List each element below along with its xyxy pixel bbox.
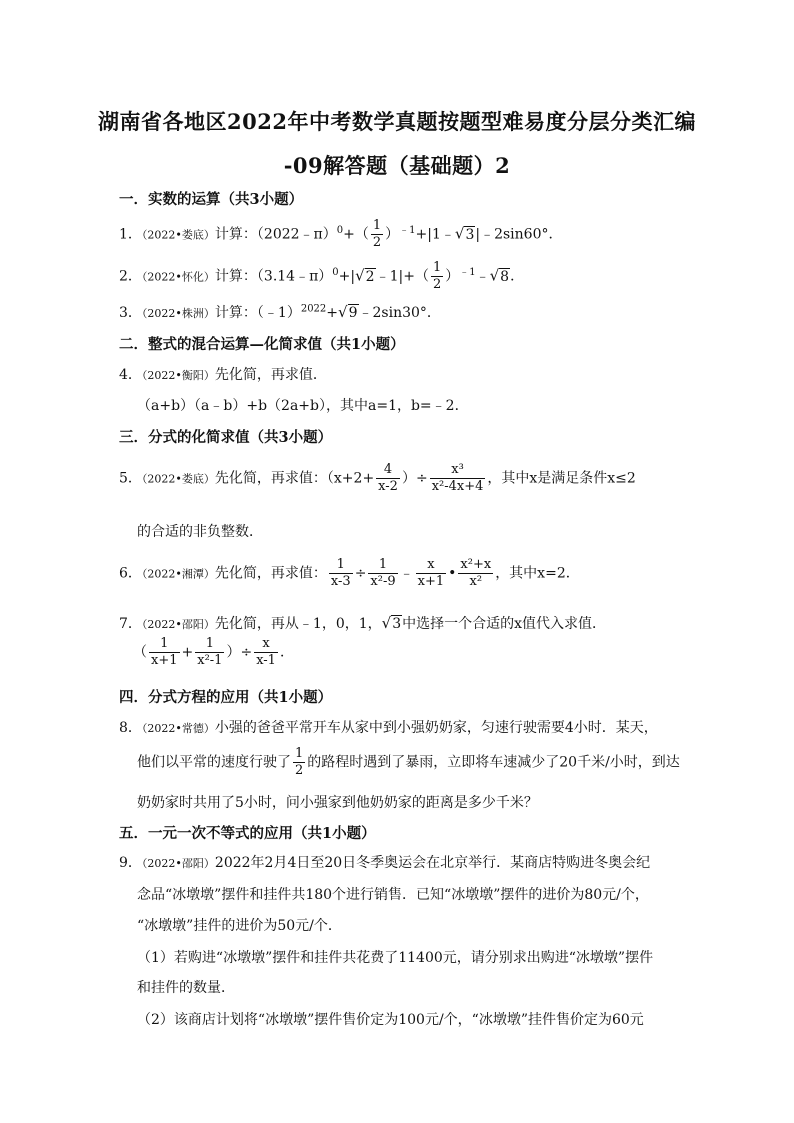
sqrt-icon: √ [454,224,465,243]
title-line-2: -09解答题（基础题）2 [283,153,511,178]
question-9-part-1: （1）若购进“冰墩墩”摆件和挂件共花费了11400元，请分别求出购进“冰墩墩”摆件 [137,950,654,966]
title-line-1: 湖南省各地区2022年中考数学真题按题型难易度分层分类汇编 [98,109,696,134]
fraction: $\frac{1}{\text{x²-1}}$ [197,636,223,668]
question-8-line-2: 他们以平常的速度行驶了 $\frac{1}{2}$ 的路程时遇到了暴雨，立即将车速减少了20千米/小时，到达 [137,746,680,778]
question-9-part-2: （2）该商店计划将“冰墩墩”摆件售价定为100元/个，“冰墩墩”挂件售价定为60元 [137,1012,644,1028]
section-heading-4: 四．分式方程的应用（共1小题） [119,689,333,706]
question-number: 1． [119,226,142,243]
question-8: 8．（2022•常德）小强的爸爸平常开车从家中到小强奶奶家，匀速行驶需要4小时．某天， [119,720,658,736]
sqrt-icon: √ [355,266,365,285]
section-heading-3: 三．分式的化简求值（共3小题） [119,429,333,446]
question-9: 9．（2022•邵阳）2022年2月4日至20日冬季奥运会在北京举行．某商店特购进冬奥会纪 [119,855,651,871]
question-source: （2022•娄底） [141,228,215,242]
question-7: 7．（2022•邵阳）先化简，再从﹣1，0，1，√3中选择一个合适的x值代入求值． [119,614,607,632]
question-4: 4．（2022•衡阳）先化简，再求值． [119,367,327,383]
fraction: $\frac{x}{x-1}$ [256,636,276,668]
question-1: 1．（2022•娄底）计算：（2022﹣π）$^0$+（ $\frac{1}{2}$ ）$^{﹣1}$+|1﹣√3|﹣2sin60°． [119,218,563,250]
fraction: $\frac{x}{x+1}$ [417,557,445,589]
question-7-expression: （ $\frac{1}{x+1}$ + $\frac{1}{\text{x²-1}}$ ）÷ $\frac{x}{x-1}$ ． [133,636,294,668]
question-6: 6．（2022•湘潭）先化简，再求值： $\frac{1}{x-3}$ ÷ $\frac{1}{\text{x²-9}}$ ﹣ $\frac{x}{x+1}$ • $\frac{\text{x²+x}}{\text{x²}}$ ，其中x=2． [119,557,580,589]
sqrt-icon: √ [338,303,348,321]
question-3: 3．（2022•株洲）计算：（﹣1）$^{2022}$+√9﹣2sin30°． [119,303,441,321]
section-heading-1: 一．实数的运算（共3小题） [119,191,304,208]
fraction: $\frac{1}{x+1}$ [151,636,178,668]
fraction: $\frac{4}{x-2}$ [378,462,398,494]
section-heading-2: 二．整式的混合运算—化简求值（共1小题） [119,336,405,353]
section-heading-5: 五．一元一次不等式的应用（共1小题） [119,825,376,842]
question-8-line-3: 奶奶家时共用了5小时，问小强家到他奶奶家的距离是多少千米？ [137,795,538,811]
question-5-continued: 的合适的非负整数． [137,524,263,540]
fraction: $\frac{\text{x²+x}}{\text{x²}}$ [460,557,492,589]
question-9-part-1-continued: 和挂件的数量． [137,980,235,996]
fraction: $\frac{1}{\text{x²-9}}$ [370,557,396,589]
fraction: $\frac{1}{x-3}$ [330,557,351,589]
fraction: $\frac{\text{x³}}{\text{x²-4x+4}}$ [431,462,484,494]
fraction: $\frac{1}{2}$ [372,218,382,250]
fraction: $\frac{1}{2}$ [432,260,442,292]
question-5: 5．（2022•娄底）先化简，再求值：（x+2+ $\frac{4}{x-2}$ ）÷ $\frac{\text{x³}}{\text{x²-4x+4}}$ ，其中x是满足条件x≤2 [119,462,636,494]
sqrt-icon: √ [381,614,392,632]
fraction: $\frac{1}{2}$ [295,746,304,778]
question-9-line-2: 念品“冰墩墩”摆件和挂件共180个进行销售．已知“冰墩墩”摆件的进价为80元/个， [137,887,649,903]
question-4-expression: （a+b）（a﹣b）+b（2a+b），其中a=1，b=﹣2． [137,398,469,414]
question-9-line-3: “冰墩墩”挂件的进价为50元/个． [137,918,342,934]
sqrt-icon: √ [489,266,500,285]
question-2: 2．（2022•怀化）计算：（3.14﹣π）$^0$+|√2﹣1|+（ $\frac{1}{2}$ ）$^{﹣1}$﹣√8． [119,260,525,292]
